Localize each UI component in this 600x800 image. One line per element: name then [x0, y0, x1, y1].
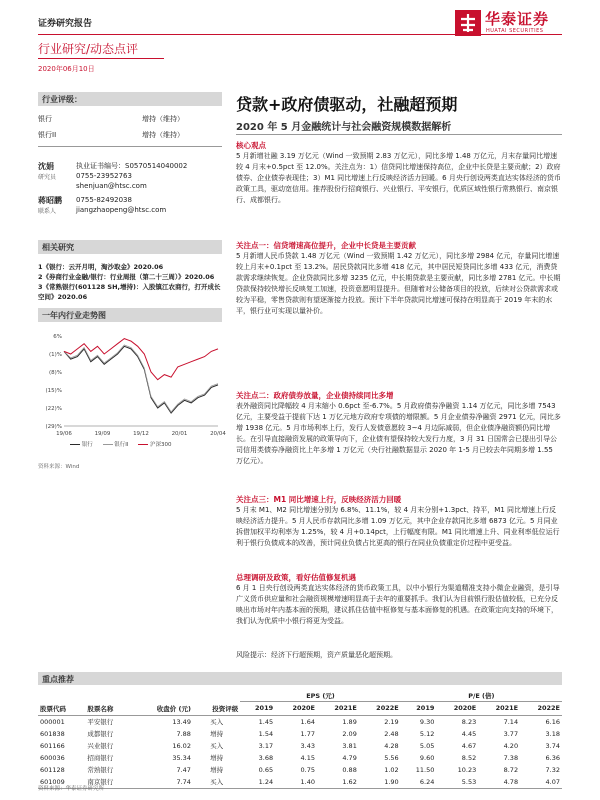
table-cell: 1.45	[258, 717, 274, 726]
y-tick-label: (29)%	[45, 424, 62, 430]
table-cell: 4.78	[503, 777, 519, 786]
table-cell: 7.88	[176, 729, 191, 738]
table-cell: 买入	[210, 718, 224, 726]
column-header: 2020E	[453, 704, 477, 713]
table-cell: 成都银行	[87, 730, 114, 738]
table-cell: 1.24	[258, 777, 274, 786]
column-header: 投资评级	[212, 704, 239, 713]
point-title: 关注点二：政府债券放量，企业债持续同比多增	[236, 391, 394, 400]
table-row[interactable]	[38, 715, 562, 728]
legend-bank2: 银行II	[114, 442, 129, 448]
analyst-line: 0755-82492038	[76, 196, 132, 204]
chart-header: 一年内行业走势图	[38, 308, 222, 322]
table-cell: 601128	[40, 765, 65, 774]
table-cell: 7.47	[176, 765, 191, 774]
table-cell: 1.02	[384, 765, 399, 774]
point-text: 6 月 1 日央行创设两类直达实体经济的货币政策工具，以中小银行为渠道精准支持小微企业融资，是引导广义货币供应量和社会融资规模增速明显高于去年的重要抓手。我们认为目前银行股估值较低，已充分反映出市场对年内基本面的预期，建议抓住估值中枢修复与基本面修复的机遇。在政策定向支持的环境下，我们认为优质中小银行将更为受益。	[236, 584, 560, 625]
table-header-bar: 重点推荐	[38, 672, 562, 685]
table-cell: 平安银行	[87, 718, 114, 726]
table-source: 资料来源：华泰证券研究所	[38, 786, 105, 792]
table-cell: 3.17	[258, 741, 274, 750]
table-cell: 11.50	[415, 765, 435, 774]
table-cell: 6.36	[545, 753, 560, 762]
point-section	[236, 572, 562, 627]
point-title: 总理调研及政策，看好估值修复机遇	[236, 573, 356, 582]
table-cell: 35.34	[172, 753, 191, 762]
table-cell: 3.77	[503, 729, 519, 738]
series-line-hs300	[64, 339, 218, 380]
x-tick-label: 20/01	[171, 431, 188, 437]
point-section	[236, 390, 562, 467]
point-title: 关注点三：M1 同比增速上行，反映经济活力回暖	[236, 495, 402, 504]
table-cell: 增持	[210, 730, 224, 738]
table-row[interactable]	[38, 776, 562, 789]
y-tick-label: (8)%	[48, 370, 62, 376]
legend-bank2-swatch	[103, 444, 113, 445]
title-divider	[236, 134, 562, 135]
table-cell: 5.12	[419, 729, 435, 738]
table-cell: 6.16	[545, 717, 560, 726]
table-cell: 5.56	[384, 753, 399, 762]
analyst-name: 沈娟	[38, 162, 54, 171]
table-row[interactable]	[38, 728, 562, 740]
brand-english: HUATAI SECURITIES	[486, 28, 544, 34]
table-cell: 招商银行	[87, 754, 114, 762]
analyst-line: 执业证书编号：S0570514040002	[76, 162, 188, 170]
table-cell: 1.89	[342, 717, 357, 726]
column-header: 股票代码	[40, 704, 66, 713]
report-type: 证券研究报告	[38, 19, 93, 29]
recommendation-table	[38, 690, 562, 789]
eps-group-header: EPS (元)	[240, 690, 400, 702]
table-cell: 10.23	[457, 765, 477, 774]
table-cell: 1.54	[258, 729, 274, 738]
column-header: 2022E	[376, 704, 399, 713]
legend-bank: 银行	[81, 442, 93, 448]
column-header: 2019	[416, 704, 435, 713]
rating-divider	[38, 146, 222, 147]
table-cell: 兴业银行	[87, 742, 114, 750]
table-cell: 2.48	[384, 729, 399, 738]
column-header: 2021E	[334, 704, 357, 713]
point-section	[236, 240, 562, 317]
rating-name: 银行	[38, 115, 52, 123]
point-text: 5 月新增人民币贷款 1.48 万亿元（Wind 一致预期 1.42 万亿元），同比多增 2984 亿元，存量同比增速较上月末+0.1pct 至 13.2%。居民贷款同比多增 418 亿元，其中居民短贷同比多增 433 亿元，消费贷款需求继续恢复。企业贷款同比多增 3235 亿元，中长期贷款是主要贡献，同比多增 2781 亿元。中长期贷款保持较快增长反映复工加速，投资意愿明显提升。但随着对公储备项目的投放，后续对公贷款需求或较为平稳，零售贷款则有望逐渐接力投放。预计下半年贷款同比增速可保持在明显高于 2019 年末的水平，银行业可实现以量补价。	[236, 252, 561, 315]
table-cell: 7.38	[503, 753, 519, 762]
rating-name: 银行II	[38, 131, 57, 139]
column-header: 2019	[255, 704, 274, 713]
related-header: 相关研究	[38, 240, 222, 254]
core-title: 核心观点	[236, 141, 266, 150]
table-cell: 3.43	[300, 741, 315, 750]
table-cell: 7.32	[545, 765, 560, 774]
analyst-name: 蒋昭鹏	[38, 196, 62, 205]
column-header: 2021E	[495, 704, 519, 713]
table-cell: 2.19	[384, 717, 399, 726]
related-item[interactable]: 2《券商行业金融/银行：行业周报（第二十三周）》2020.06	[38, 273, 215, 281]
report-date: 2020年06月10日	[38, 65, 95, 73]
table-cell: 13.49	[172, 717, 191, 726]
column-header: 2020E	[292, 704, 315, 713]
table-cell: 3.81	[342, 741, 357, 750]
report-category: 行业研究/动态点评	[38, 42, 139, 56]
table-cell: 7.14	[503, 717, 519, 726]
table-row[interactable]	[38, 764, 562, 776]
legend-hs300: 沪深300	[150, 442, 172, 448]
y-tick-label: (22)%	[45, 406, 62, 412]
table-cell: 1.62	[342, 777, 357, 786]
table-cell: 4.20	[503, 741, 519, 750]
rating-value: 增持（维持）	[142, 115, 184, 123]
analyst-role: 联系人	[38, 208, 57, 215]
table-cell: 3.18	[545, 729, 560, 738]
table-cell: 2.09	[342, 729, 357, 738]
column-header: 股票名称	[87, 704, 114, 713]
x-tick-label: 20/04	[210, 431, 226, 437]
table-cell: 601166	[40, 741, 65, 750]
table-cell: 16.02	[172, 741, 191, 750]
table-cell: 9.30	[419, 717, 435, 726]
point-section	[236, 494, 562, 549]
table-cell: 0.88	[342, 765, 357, 774]
x-tick-label: 19/09	[94, 431, 111, 437]
pe-group-header: P/E (倍)	[401, 690, 562, 702]
table-cell: 4.07	[545, 777, 560, 786]
huatai-logo-icon	[455, 10, 481, 36]
analyst-role: 研究员	[38, 174, 57, 181]
column-header: 2022E	[537, 704, 560, 713]
point-text: 表外融资同比降幅较 4 月末缩小 0.6pct 至-6.7%。5 月政府债券净融资 1.14 万亿元，同比多增 7543 亿元，主要受益于提前下达 1 万亿元地方政府专项债的增限额。5 月企业债券净融资 2971 亿元，同比多增 1938 亿元。5 月市场利率上行，发行人发债意愿较 3~4 月边际减弱，但企业债净融资额仍同比增长。在引导直接融资发展的政策导向下，企业债有望保持较大发行力度，3 月 31 日国常会已提出引导公司信用类债券净融资比上年多增 1 万亿元（央行社融数据显示 2020 年 1-5 月已较去年同期多增 1.55 万亿元）。	[236, 402, 561, 465]
rating-value: 增持（维持）	[142, 131, 184, 139]
rating-row	[38, 130, 222, 140]
y-tick-label: 6%	[53, 334, 62, 340]
table-cell: 9.60	[419, 753, 435, 762]
table-cell: 000001	[40, 717, 65, 726]
table-row[interactable]	[38, 752, 562, 764]
table-cell: 601838	[40, 729, 65, 738]
table-cell: 1.64	[300, 717, 315, 726]
chart-source: 资料来源：Wind	[38, 464, 80, 470]
brand-name: 华泰证券	[485, 10, 550, 28]
rating-row	[38, 114, 222, 124]
table-cell: 买入	[210, 742, 224, 750]
table-cell: 1.77	[300, 729, 315, 738]
legend-hs300-swatch	[138, 444, 148, 445]
table-group-row	[38, 690, 562, 702]
related-item[interactable]: 3《常熟银行(601128 SH,增持)：入股镇江农商行，打开成长空间》2020.06	[38, 283, 221, 301]
x-tick-label: 19/12	[133, 431, 149, 437]
table-row[interactable]	[38, 740, 562, 752]
table-cell: 4.79	[342, 753, 357, 762]
table-cell: 南京银行	[87, 778, 114, 786]
legend-bank-swatch	[70, 444, 80, 445]
table-cell: 6.24	[419, 777, 435, 786]
table-cell: 4.15	[300, 753, 315, 762]
page-title: 贷款+政府债驱动，社融超预期	[236, 95, 458, 114]
table-cell: 8.72	[503, 765, 519, 774]
related-item[interactable]: 1《银行：云开月明，淘沙取金》2020.06	[38, 263, 164, 271]
table-cell: 增持	[210, 754, 224, 762]
y-tick-label: (15)%	[45, 388, 62, 394]
chart-legend	[70, 440, 230, 448]
related-list	[38, 262, 222, 302]
category-underline	[38, 58, 164, 59]
table-cell: 8.52	[461, 753, 477, 762]
table-cell: 1.40	[300, 777, 315, 786]
table-cell: 0.65	[258, 765, 274, 774]
table-cell: 8.23	[461, 717, 477, 726]
table-cell: 600036	[40, 753, 65, 762]
core-text: 5 月新增社融 3.19 万亿元（Wind 一致预期 2.83 万亿元），同比多增 1.48 万亿元，月末存量同比增速较 4 月末+0.5pct 至 12.0%。关注点为：1）信贷同比增速保持高位，企业中长贷是主要贡献；2）政府债券、企业债券表现佳；3）M1 同比增速上行反映经济活力回暖。6 月央行创设两类直达实体经济的货币政策工具，驱动宽信用。推荐股份行招商银行、兴业银行、平安银行，优质区域性银行常熟银行、南京银行、成都银行。	[236, 152, 561, 204]
table-cell: 常熟银行	[87, 766, 114, 774]
table-column-row	[38, 702, 562, 716]
analyst-email[interactable]: shenjuan@htsc.com	[76, 182, 147, 190]
point-title: 关注点一：信贷增速高位提升，企业中长贷是主要贡献	[236, 241, 416, 250]
table-cell: 0.75	[300, 765, 315, 774]
trend-chart	[38, 330, 226, 440]
x-tick-label: 19/06	[56, 431, 72, 437]
analyst-line: 0755-23952763	[76, 172, 132, 180]
table-cell: 4.45	[461, 729, 477, 738]
table-cell: 4.67	[461, 741, 477, 750]
table-cell: 增持	[210, 766, 224, 774]
table-cell: 买入	[210, 778, 224, 786]
table-cell: 601009	[40, 777, 65, 786]
column-header: 收盘价 (元)	[156, 704, 191, 713]
y-tick-label: (1)%	[48, 352, 62, 358]
table-cell: 7.74	[176, 777, 191, 786]
header-divider	[38, 34, 562, 35]
analyst-email[interactable]: jiangzhaopeng@htsc.com	[76, 206, 167, 214]
table-cell: 3.68	[258, 753, 274, 762]
table-cell: 4.28	[384, 741, 399, 750]
point-text: 5 月末 M1、M2 同比增速分别为 6.8%、11.1%，较 4 月末分别+1.3pct、持平，M1 同比增速上行反映经济活力提升。5 月人民币存款同比多增 1.09 万亿元，其中企业存款同比多增 6873 亿元。5 月同业拆借加权平均利率为 1.25%，较 4 月+0.14pct，上行幅度有限。M1 同比增速上升、同业利率低位运行利于银行负债成本的改善，预计同业负债占比更高的银行在同业负债重定价过程中更受益。	[236, 506, 560, 547]
table-cell: 5.05	[419, 741, 435, 750]
table-cell: 5.53	[461, 777, 477, 786]
rating-header: 行业评级：	[38, 92, 222, 106]
table-cell: 3.74	[545, 741, 560, 750]
table-cell: 1.90	[384, 777, 399, 786]
core-section	[236, 140, 562, 206]
risk-note: 风险提示：经济下行超预期，资产质量恶化超预期。	[236, 651, 397, 659]
page-subtitle: 2020 年 5 月金融统计与社会融资规模数据解析	[236, 122, 452, 133]
series-line-bank	[64, 346, 218, 413]
